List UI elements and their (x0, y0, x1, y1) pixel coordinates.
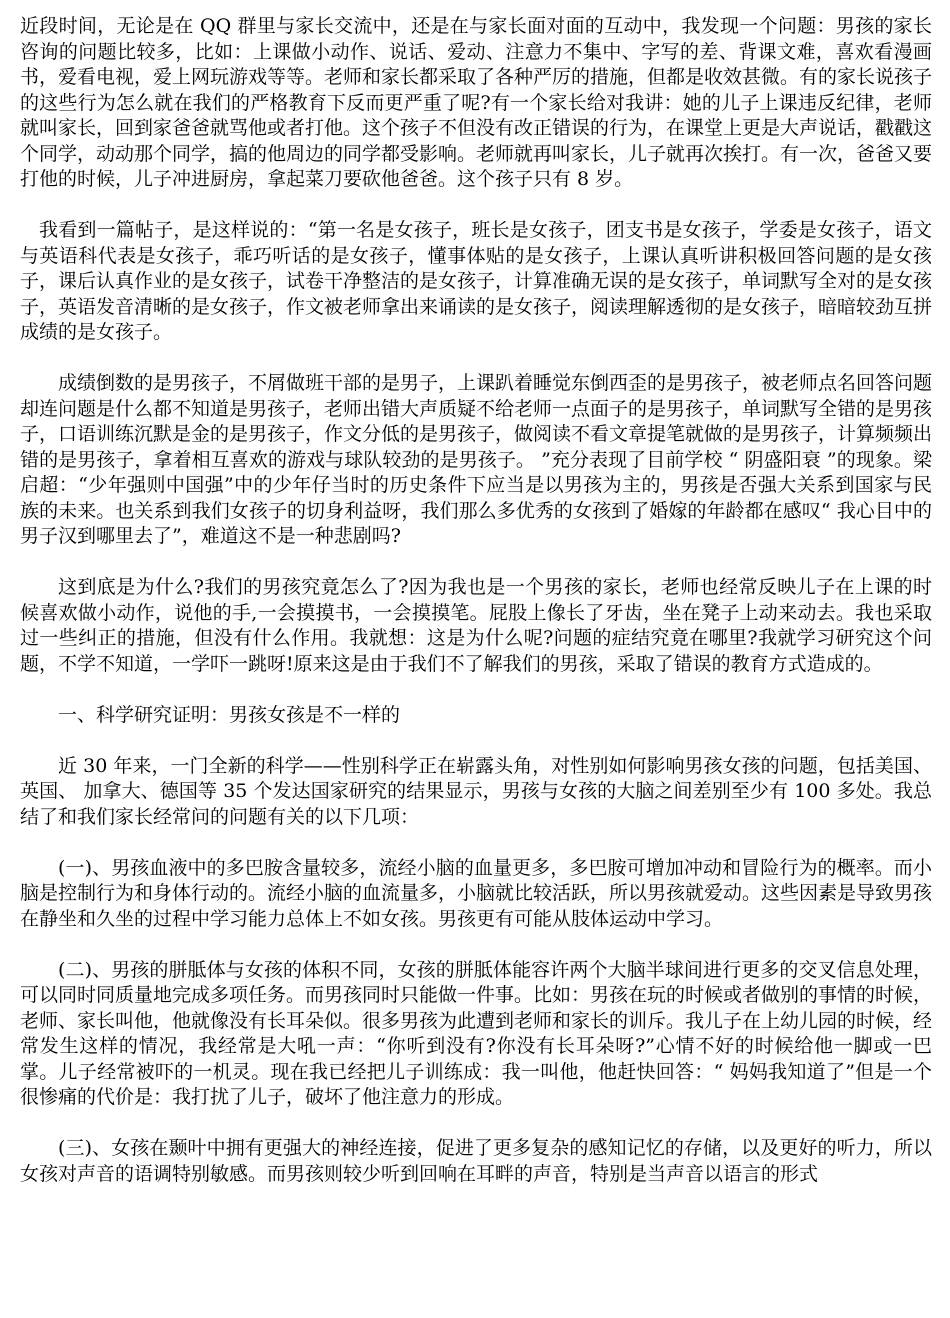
section-heading-science: 一、科学研究证明：男孩女孩是不一样的 (58, 703, 401, 726)
paragraph-point-two: (二)、男孩的胼胝体与女孩的体积不同，女孩的胼胝体能容许两个大脑半球间进行更多的交叉信息处理，可以同时同质量地完成多项任务。而男孩同时只能做一件事。比如：男孩在玩的时候或者做别的事情的时候，老师、家长叫他，他就像没有长耳朵似。很多男孩为此遭到老师和家长的训斥。我儿子在上幼儿园的时候，经常发生这样的情况，我经常是大吼一声：“你听到没有?你没有长耳朵呀?”心情不好的时候给他一脚或一巴掌。儿子经常被吓的一机灵。现在我已经把儿子训练成：我一叫他，他赶快回答：“ 妈妈我知道了”但是一个很惨痛的代价是：我打扰了儿子，破坏了他注意力的形成。 (20, 958, 933, 1108)
paragraph-intro: 近段时间，无论是在 QQ 群里与家长交流中，还是在与家长面对面的互动中，我发现一个问题：男孩的家长咨询的问题比较多，比如：上课做小动作、说话、爱动、注意力不集中、字写的差、背课文难，喜欢看漫画书，爱看电视，爱上网玩游戏等等。老师和家长都采取了各种严厉的措施，但都是收效甚微。有的家长说孩子的这些行为怎么就在我们的严格教育下反而更严重了呢?有一个家长给对我讲：她的儿子上课违反纪律，老师就叫家长，回到家爸爸就骂他或者打他。这个孩子不但没有改正错误的行为，在课堂上更是大声说话，戳戳这个同学，动动那个同学，搞的他周边的同学都受影响。老师就再叫家长，儿子就再次挨打。有一次，爸爸又要打他的时候，儿子冲进厨房，拿起菜刀要砍他爸爸。这个孩子只有 8 岁。 (20, 15, 933, 190)
paragraph-research: 近 30 年来，一门全新的科学——性别科学正在崭露头角，对性别如何影响男孩女孩的问题，包括美国、 英国、 加拿大、德国等 35 个发达国家研究的结果显示，男孩与女孩的大脑之间差别至少有 100 多处。我总结了和我们家长经常问的问题有关的以下几项： (20, 754, 932, 828)
paragraph-post-quote-boys: 成绩倒数的是男孩子，不屑做班干部的是男子，上课趴着睡觉东倒西歪的是男孩子，被老师点名回答问题却连问题是什么都不知道是男孩子，老师出错大声质疑不给老师一点面子的是男孩子，单词默写全错的是男孩子，口语训练沉默是金的是男孩子，作文分低的是男孩子，做阅读不看文章提笔就做的是男孩子，计算频频出错的是男孩子，拿着相互喜欢的游戏与球队较劲的是男孩子。 ”充分表现了目前学校 “ 阴盛阳衰 ”的现象。梁启超：“少年强则中国强”中的少年仔当时的历史条件下应当是以男孩为主的，男孩是否强大关系到国家与民族的未来。也关系到我们女孩子的切身利益呀，我们那么多优秀的女孩到了婚嫁的年龄都在感叹“ 我心目中的男子汉到哪里去了”，难道这不是一种悲剧吗? (20, 372, 933, 547)
paragraph-point-three: (三)、女孩在颞叶中拥有更强大的神经连接，促进了更多复杂的感知记忆的存储，以及更好的听力，所以女孩对声音的语调特别敏感。而男孩则较少听到回响在耳畔的声音，特别是当声音以语言的形式 (20, 1137, 932, 1185)
paragraph-why: 这到底是为什么?我们的男孩究竟怎么了?因为我也是一个男孩的家长，老师也经常反映儿子在上课的时候喜欢做小动作，说他的手,一会摸摸书，一会摸摸笔。屁股上像长了牙齿，坐在凳子上动来动去。我也采取过一些纠正的措施，但没有什么作用。我就想：这是为什么呢?问题的症结究竟在哪里?我就学习研究这个问题，不学不知道，一学吓一跳呀!原来这是由于我们不了解我们的男孩，采取了错误的教育方式造成的。 (20, 576, 932, 675)
paragraph-post-quote-girls: 我看到一篇帖子，是这样说的：“第一名是女孩子，班长是女孩子，团支书是女孩子，学委是女孩子，语文与英语科代表是女孩子，乖巧听话的是女孩子，懂事体贴的是女孩子，上课认真听讲积极回答问题的是女孩子，课后认真作业的是女孩子，试卷干净整洁的是女孩子，计算准确无误的是女孩子，单词默写全对的是女孩子，英语发音清晰的是女孩子，作文被老师拿出来诵读的是女孩子，阅读理解透彻的是女孩子，暗暗较劲互拼成绩的是女孩子。 (20, 219, 933, 343)
paragraph-point-one: (一)、男孩血液中的多巴胺含量较多，流经小脑的血量更多，多巴胺可增加冲动和冒险行为的概率。而小脑是控制行为和身体行动的。流经小脑的血流量多，小脑就比较活跃，所以男孩就爱动。这些因素是导致男孩在静坐和久坐的过程中学习能力总体上不如女孩。男孩更有可能从肢体运动中学习。 (20, 856, 933, 930)
document-body (20, 14, 932, 1213)
